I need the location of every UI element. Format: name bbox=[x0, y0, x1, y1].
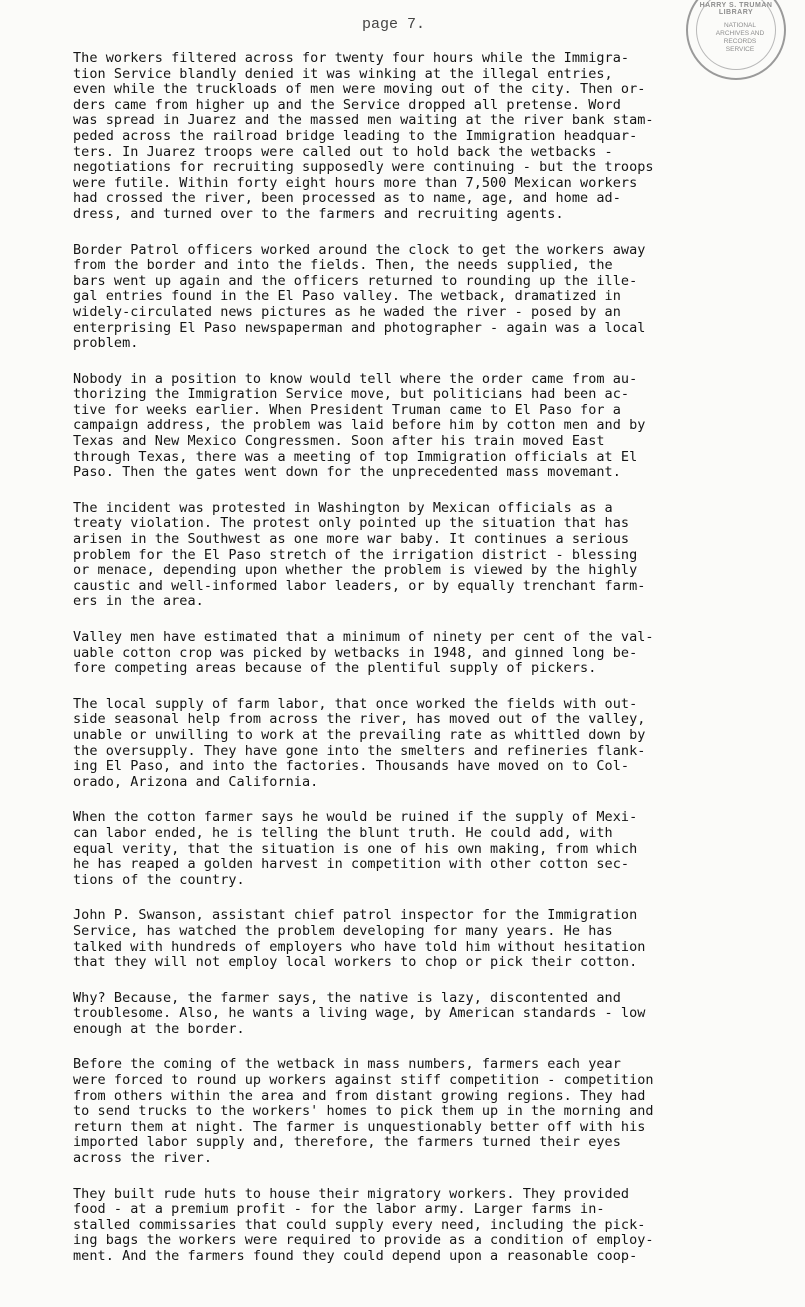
paragraph bbox=[73, 372, 763, 481]
paragraph bbox=[73, 697, 763, 791]
text-line: ers in the area. bbox=[73, 593, 204, 610]
text-line: gal entries found in the El Paso valley. The wetback, dramatized in bbox=[73, 288, 621, 305]
paragraph bbox=[73, 810, 763, 888]
text-line: arisen in the Southwest as one more war baby. It continues a serious bbox=[73, 531, 630, 548]
text-line: campaign address, the problem was laid before him by cotton men and by bbox=[73, 417, 646, 434]
stamp-line: NATIONAL bbox=[723, 22, 757, 29]
text-line: treaty violation. The protest only pointed up the situation that has bbox=[73, 515, 630, 532]
text-line: stalled commissaries that could supply every need, including the pick- bbox=[73, 1216, 646, 1233]
text-line: negotiations for recruiting supposedly were continuing - but the troops bbox=[73, 159, 654, 176]
text-line: widely-circulated news pictures as he waded the river - posed by an bbox=[73, 303, 621, 320]
paragraph bbox=[73, 908, 763, 970]
text-line: Border Patrol officers worked around the clock to get the workers away bbox=[73, 241, 646, 258]
stamp-body-text bbox=[704, 22, 776, 54]
paragraph bbox=[73, 1057, 763, 1166]
text-line: dress, and turned over to the farmers and recruiting agents. bbox=[73, 205, 564, 222]
document-body bbox=[73, 51, 763, 1285]
text-line: that they will not employ local workers to chop or pick their cotton. bbox=[73, 954, 638, 971]
stamp-line: SERVICE bbox=[725, 46, 755, 53]
text-line: Before the coming of the wetback in mass numbers, farmers each year bbox=[73, 1056, 621, 1073]
text-line: orado, Arizona and California. bbox=[73, 773, 319, 790]
text-line: Paso. Then the gates went down for the unprecedented mass movemant. bbox=[73, 464, 621, 481]
text-line: the oversupply. They have gone into the smelters and refineries flank- bbox=[73, 742, 646, 759]
paragraph bbox=[73, 991, 763, 1038]
paragraph bbox=[73, 51, 763, 223]
text-line: was spread in Juarez and the massed men waiting at the river bank stam- bbox=[73, 112, 654, 129]
text-line: can labor ended, he is telling the blunt truth. He could add, with bbox=[73, 824, 613, 841]
text-line: The workers filtered across for twenty four hours while the Immigra- bbox=[73, 50, 630, 66]
text-line: peded across the railroad bridge leading to the Immigration headquar- bbox=[73, 127, 638, 144]
text-line: return them at night. The farmer is unquestionably better off with his bbox=[73, 1118, 646, 1135]
text-line: The incident was protested in Washington by Mexican officials as a bbox=[73, 499, 613, 516]
stamp-line: RECORDS bbox=[723, 38, 757, 45]
text-line: he has reaped a golden harvest in competition with other cotton sec- bbox=[73, 856, 630, 873]
page-number: page 7. bbox=[362, 16, 426, 33]
text-line: side seasonal help from across the river, has moved out of the valley, bbox=[73, 711, 646, 728]
text-line: ment. And the farmers found they could depend upon a reasonable coop- bbox=[73, 1248, 638, 1264]
text-line: fore competing areas because of the plentiful supply of pickers. bbox=[73, 660, 597, 677]
text-line: bars went up again and the officers returned to rounding up the ille- bbox=[73, 272, 638, 289]
text-line: tion Service blandly denied it was winking at the illegal entries, bbox=[73, 65, 613, 82]
text-line: problem for the El Paso stretch of the irrigation district - blessing bbox=[73, 546, 638, 563]
stamp-top-text: HARRY S. TRUMAN LIBRARY bbox=[699, 2, 773, 16]
text-line: Service, has watched the problem developing for many years. He has bbox=[73, 922, 613, 939]
text-line: When the cotton farmer says he would be ruined if the supply of Mexi- bbox=[73, 809, 638, 826]
text-line: ters. In Juarez troops were called out to hold back the wetbacks - bbox=[73, 143, 613, 160]
text-line: tions of the country. bbox=[73, 871, 245, 888]
paragraph bbox=[73, 630, 763, 677]
stamp-line: ARCHIVES AND bbox=[715, 30, 765, 37]
text-line: from the border and into the fields. Then, the needs supplied, the bbox=[73, 257, 613, 274]
text-line: across the river. bbox=[73, 1150, 213, 1167]
text-line: food - at a premium profit - for the labor army. Larger farms in- bbox=[73, 1201, 605, 1218]
text-line: ders came from higher up and the Service dropped all pretense. Word bbox=[73, 96, 621, 113]
text-line: John P. Swanson, assistant chief patrol inspector for the Immigration bbox=[73, 907, 638, 924]
text-line: Nobody in a position to know would tell where the order came from au- bbox=[73, 370, 638, 387]
text-line: enough at the border. bbox=[73, 1020, 245, 1037]
text-line: imported labor supply and, therefore, the farmers turned their eyes bbox=[73, 1134, 621, 1151]
text-line: enterprising El Paso newspaperman and photographer - again was a local bbox=[73, 319, 646, 336]
text-line: had crossed the river, been processed as to name, age, and home ad- bbox=[73, 190, 621, 207]
text-line: unable or unwilling to work at the prevailing rate as whittled down by bbox=[73, 726, 646, 743]
text-line: or menace, depending upon whether the problem is viewed by the highly bbox=[73, 562, 638, 579]
text-line: uable cotton crop was picked by wetbacks in 1948, and ginned long be- bbox=[73, 644, 638, 661]
paragraph bbox=[73, 1187, 763, 1265]
text-line: even while the truckloads of men were moving out of the city. Then or- bbox=[73, 81, 646, 98]
text-line: The local supply of farm labor, that once worked the fields with out- bbox=[73, 695, 638, 712]
paragraph bbox=[73, 501, 763, 610]
text-line: to send trucks to the workers' homes to pick them up in the morning and bbox=[73, 1103, 654, 1120]
text-line: talked with hundreds of employers who have told him without hesitation bbox=[73, 938, 646, 955]
text-line: troublesome. Also, he wants a living wage, by American standards - low bbox=[73, 1005, 646, 1022]
text-line: They built rude huts to house their migratory workers. They provided bbox=[73, 1185, 630, 1202]
text-line: through Texas, there was a meeting of top Immigration officials at El bbox=[73, 448, 638, 465]
text-line: were futile. Within forty eight hours more than 7,500 Mexican workers bbox=[73, 174, 638, 191]
text-line: Valley men have estimated that a minimum of ninety per cent of the val- bbox=[73, 629, 654, 645]
paragraph bbox=[73, 243, 763, 352]
text-line: caustic and well-informed labor leaders, or by equally trenchant farm- bbox=[73, 577, 646, 594]
text-line: thorizing the Immigration Service move, but politicians had been ac- bbox=[73, 386, 630, 403]
text-line: tive for weeks earlier. When President Truman came to El Paso for a bbox=[73, 401, 621, 418]
text-line: equal verity, that the situation is one of his own making, from which bbox=[73, 840, 638, 857]
text-line: Texas and New Mexico Congressmen. Soon after his train moved East bbox=[73, 433, 605, 450]
text-line: were forced to round up workers against stiff competition - competition bbox=[73, 1072, 654, 1089]
text-line: ing bags the workers were required to provide as a condition of employ- bbox=[73, 1232, 654, 1249]
text-line: from others within the area and from distant growing regions. They had bbox=[73, 1087, 646, 1104]
text-line: ing El Paso, and into the factories. Thousands have moved on to Col- bbox=[73, 758, 630, 775]
text-line: problem. bbox=[73, 335, 139, 352]
text-line: Why? Because, the farmer says, the native is lazy, discontented and bbox=[73, 989, 621, 1006]
